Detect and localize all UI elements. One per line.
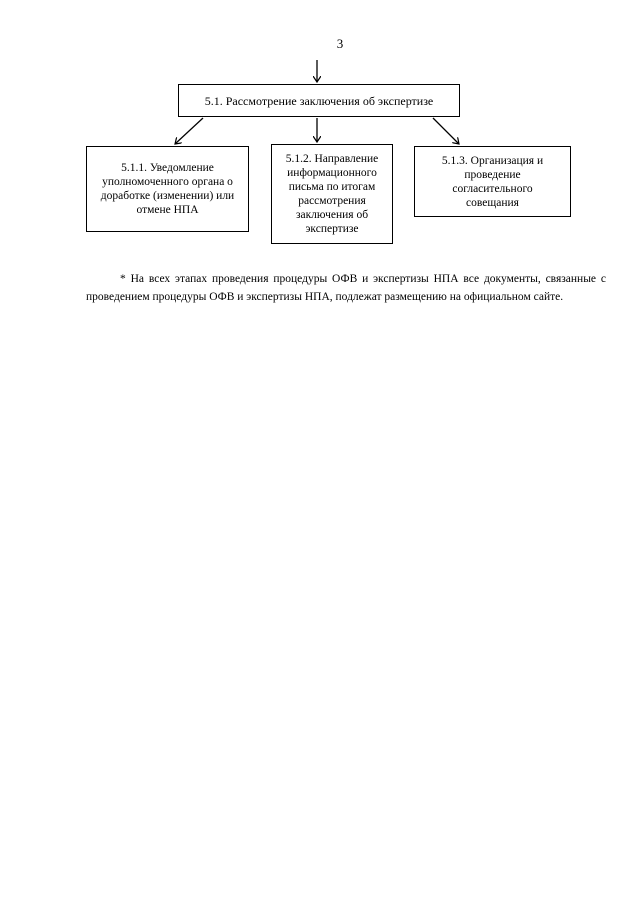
- child-box-label: 5.1.3. Организация и проведение согласительного совещания: [441, 154, 544, 209]
- child-box-label: 5.1.1. Уведомление уполномоченного органа о доработке (изменении) или отмене НПА: [100, 162, 235, 216]
- footnote-text: На всех этапах проведения процедуры ОФВ и экспертизы НПА все документы, связанные с проведением процедуры ОФВ и экспертизы НПА, подлежат размещению на официальном сайте.: [86, 273, 607, 303]
- page-number: 3: [336, 36, 344, 51]
- main-process-box: [178, 84, 460, 117]
- child-box-label: 5.1.2. Направление информационного письма по итогам рассмотрения заключения об экспертизе: [285, 153, 379, 235]
- footnote-marker: *: [120, 273, 126, 285]
- footnote: [86, 270, 606, 306]
- child-box-information-letter: [271, 144, 393, 244]
- child-box-conciliation-meeting: [414, 146, 571, 217]
- arrow-to-child-1: [175, 118, 203, 144]
- arrow-to-child-3: [433, 118, 459, 144]
- child-box-notification: [86, 146, 249, 232]
- main-process-label: 5.1. Рассмотрение заключения об экспертизе: [204, 93, 434, 108]
